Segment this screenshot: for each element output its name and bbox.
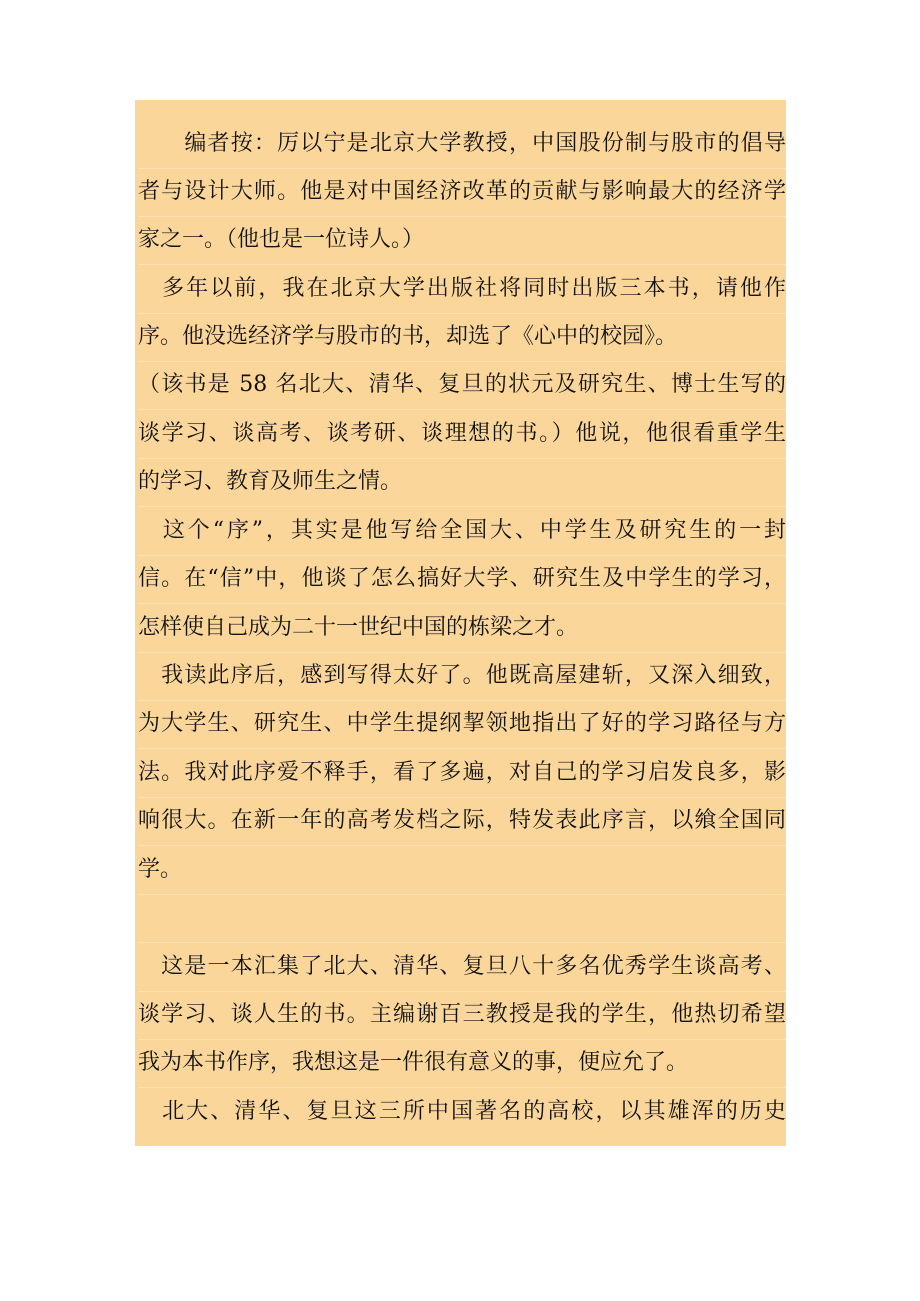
highlighted-text-block bbox=[135, 100, 786, 1146]
text-line: 响很大。在新一年的高考发档之际，特发表此序言，以飨全国同 bbox=[138, 796, 786, 846]
text-line: 家之一。（他也是一位诗人。） bbox=[138, 215, 786, 265]
text-line: 为大学生、研究生、中学生提纲挈领地指出了好的学习路径与方 bbox=[138, 699, 786, 749]
text-line: 谈学习、谈高考、谈考研、谈理想的书。）他说，他很看重学生 bbox=[138, 409, 786, 459]
text-line: 法。我对此序爱不释手，看了多遍，对自己的学习启发良多，影 bbox=[138, 748, 786, 798]
text-line: 多年以前，我在北京大学出版社将同时出版三本书，请他作 bbox=[138, 264, 786, 314]
text-line: 信。在“信”中，他谈了怎么搞好大学、研究生及中学生的学习， bbox=[138, 554, 786, 604]
blank-line bbox=[138, 893, 786, 943]
text-line: 怎样使自己成为二十一世纪中国的栋梁之才。 bbox=[138, 603, 786, 653]
text-line: 学。 bbox=[138, 845, 786, 895]
text-line: 序。他没选经济学与股市的书，却选了《心中的校园》。 bbox=[138, 312, 786, 362]
text-line: 这个“序”，其实是他写给全国大、中学生及研究生的一封 bbox=[138, 506, 786, 556]
text-line: 这是一本汇集了北大、清华、复旦八十多名优秀学生谈高考、 bbox=[138, 942, 786, 992]
text-line: 我读此序后，感到写得太好了。他既高屋建斩，又深入细致， bbox=[138, 651, 786, 701]
text-line: 谈学习、谈人生的书。主编谢百三教授是我的学生，他热切希望 bbox=[138, 990, 786, 1040]
text-line: 的学习、教育及师生之情。 bbox=[138, 457, 786, 507]
text-line: （该书是 58 名北大、清华、复旦的状元及研究生、博士生写的 bbox=[138, 360, 786, 410]
text-line: 北大、清华、复旦这三所中国著名的高校，以其雄浑的历史 bbox=[138, 1099, 786, 1124]
text-line: 编者按：厉以宁是北京大学教授，中国股份制与股市的倡导 bbox=[138, 119, 786, 169]
text-line: 我为本书作序，我想这是一件很有意义的事，便应允了。 bbox=[138, 1038, 786, 1088]
text-line: 者与设计大师。他是对中国经济改革的贡献与影响最大的经济学 bbox=[138, 167, 786, 217]
